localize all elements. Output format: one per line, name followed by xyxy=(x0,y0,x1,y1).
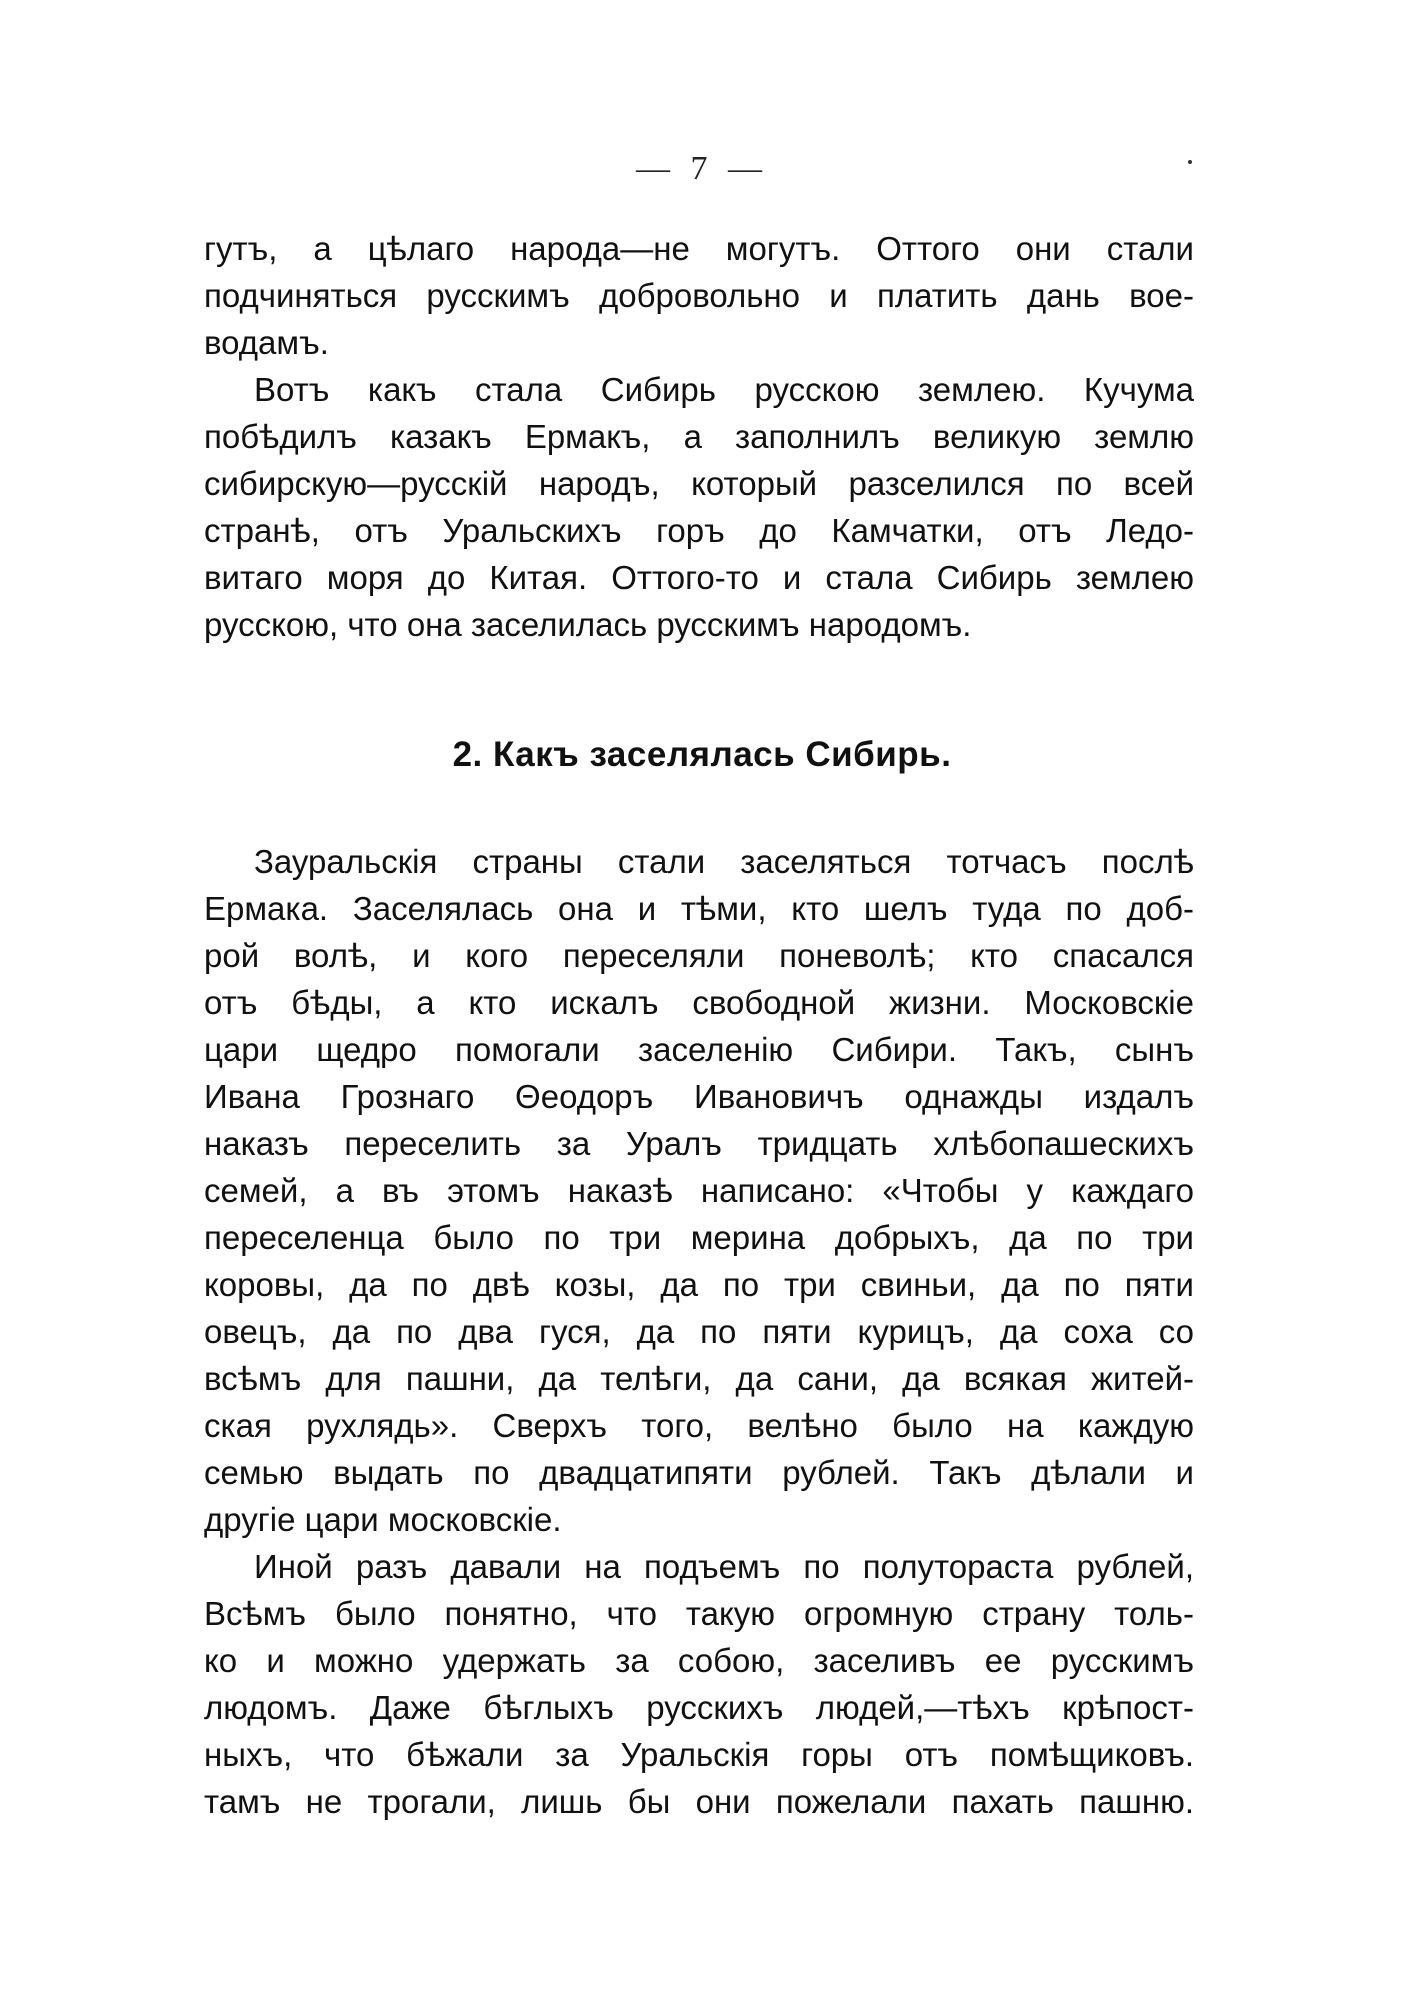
text-line: наказъ переселить за Уралъ тридцать хлѣбопашескихъ xyxy=(204,1125,1194,1162)
text-line: рой волѣ, и кого переселяли поневолѣ; кто спасался xyxy=(204,937,1194,974)
text-line: переселенца было по три мерина добрыхъ, да по три xyxy=(204,1219,1194,1256)
text-line: коровы, да по двѣ козы, да по три свиньи, да по пяти xyxy=(204,1266,1194,1303)
text-line: водамъ. xyxy=(204,324,329,361)
section-title: 2. Какъ заселялась Сибирь. xyxy=(452,735,952,774)
text-line: Иной разъ давали на подъемъ по полутораста рублей, xyxy=(254,1548,1194,1585)
paragraph-continuation xyxy=(204,225,1194,366)
text-line: сибирскую—русскій народъ, который разселился по всей xyxy=(204,465,1194,502)
paragraph-settlement xyxy=(204,838,1194,1543)
text-line: семью выдать по двадцатипяти рублей. Такъ дѣлали и xyxy=(204,1454,1194,1491)
text-line: Вотъ какъ стала Сибирь русскою землею. Кучума xyxy=(254,371,1194,408)
text-line: цари щедро помогали заселенію Сибири. Такъ, сынъ xyxy=(204,1031,1194,1068)
text-line: витаго моря до Китая. Оттого-то и стала Сибирь землею xyxy=(204,559,1194,596)
text-line: гутъ, а цѣлаго народа—не могутъ. Оттого они стали xyxy=(204,230,1194,267)
text-line: людомъ. Даже бѣглыхъ русскихъ людей,—тѣхъ крѣпост- xyxy=(204,1689,1194,1726)
page-number: — 7 — xyxy=(636,150,768,187)
text-line: всѣмъ для пашни, да телѣги, да сани, да всякая житей- xyxy=(204,1360,1194,1397)
paragraph-resettlement-funds xyxy=(204,1543,1194,1825)
text-line: Ивана Грознаго Θеодоръ Ивановичъ однажды издалъ xyxy=(204,1078,1194,1115)
text-line: Зауральскія страны стали заселяться тотчасъ послѣ xyxy=(254,843,1194,880)
text-line: ская рухлядь». Сверхъ того, велѣно было на каждую xyxy=(204,1407,1194,1444)
print-speck xyxy=(1188,160,1192,164)
text-line: Всѣмъ было понятно, что такую огромную страну толь- xyxy=(204,1595,1194,1632)
text-line: овецъ, да по два гуся, да по пяти курицъ, да соха со xyxy=(204,1313,1194,1350)
text-line: странѣ, отъ Уральскихъ горъ до Камчатки, отъ Ледо- xyxy=(204,512,1194,549)
text-line: ныхъ, что бѣжали за Уральскія горы отъ помѣщиковъ. xyxy=(204,1736,1194,1773)
paragraph-siberia-russian xyxy=(204,366,1194,648)
text-line: отъ бѣды, а кто искалъ свободной жизни. Московскіе xyxy=(204,984,1194,1021)
text-line: тамъ не трогали, лишь бы они пожелали пахать пашню. xyxy=(204,1783,1194,1820)
text-line: ко и можно удержать за собою, заселивъ ее русскимъ xyxy=(204,1642,1194,1679)
text-line: Ермака. Заселялась она и тѣми, кто шелъ туда по доб- xyxy=(204,890,1194,927)
text-line: русскою, что она заселилась русскимъ народомъ. xyxy=(204,606,972,643)
text-line: семей, а въ этомъ наказѣ написано: «Чтобы у каждаго xyxy=(204,1172,1194,1209)
text-line: побѣдилъ казакъ Ермакъ, а заполнилъ великую землю xyxy=(204,418,1194,455)
text-line: подчиняться русскимъ добровольно и платить дань вое- xyxy=(204,277,1194,314)
text-line: другіе цари московскіе. xyxy=(204,1501,562,1538)
